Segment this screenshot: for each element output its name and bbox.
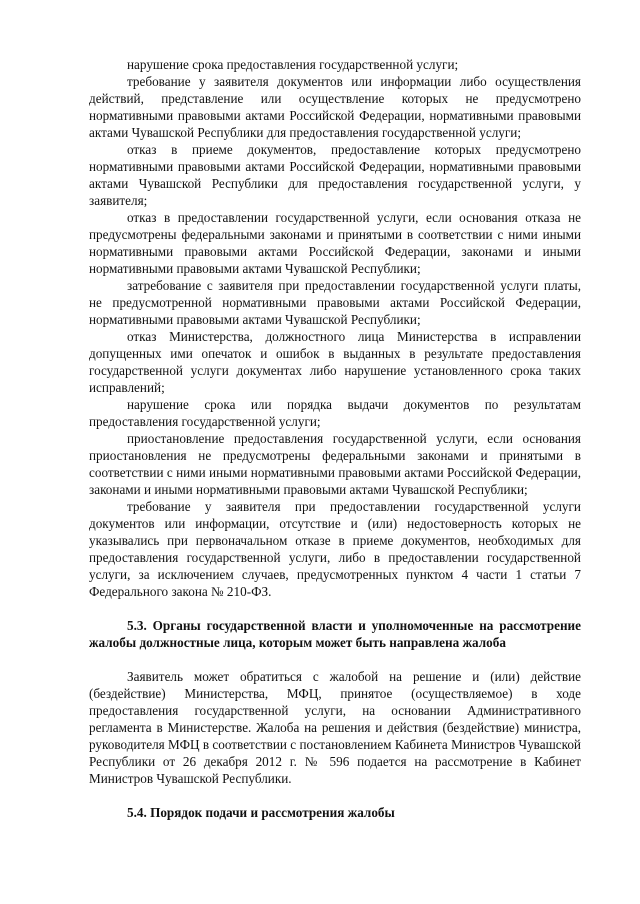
list-item: приостановление предоставления государственной услуги, если основания приостановления не предусмотрены федеральными законами и принятыми в соответствии с ними иными нормативными правовыми актами Российской Федерации, законами и иными нормативными правовыми актами Чувашской Республики;	[89, 431, 581, 497]
list-item: нарушение срока предоставления государственной услуги;	[127, 57, 459, 72]
list-item: требование у заявителя документов или информации либо осуществления действий, представление или осуществление которых не предусмотрено нормативными правовыми актами Российской Федерации, нормативными правовыми актами Чувашской Республики для предоставления государственной услуги;	[89, 74, 581, 140]
list-item: отказ в предоставлении государственной услуги, если основания отказа не предусмотрены федеральными законами и принятыми в соответствии с ними иными нормативными правовыми актами Российской Федерации, законами и иными нормативными правовыми актами Чувашской Республики;	[89, 210, 581, 276]
document-page	[89, 56, 581, 821]
section-5-3-body: Заявитель может обратиться с жалобой на решение и (или) действие (бездействие) Министерства, МФЦ, принятое (осуществляемое) в ходе предоставления государственной услуги, на основании Административного регламента в Министерстве. Жалоба на решения и действия (бездействие) министра, руководителя МФЦ в соответствии с постановлением Кабинета Министров Чувашской Республики от 26 декабря 2012 г. № 596 подается на рассмотрение в Кабинет Министров Чувашской Республики.	[89, 669, 581, 786]
list-item: нарушение срока или порядка выдачи документов по результатам предоставления государственной услуги;	[89, 397, 581, 429]
list-item: требование у заявителя при предоставлении государственной услуги документов или информации, отсутствие и (или) недостоверность которых не указывались при первоначальном отказе в приеме документов, необходимых для предоставления государственной услуги, либо в предоставлении государственной услуги, за исключением случаев, предусмотренных пунктом 4 части 1 статьи 7 Федерального закона № 210-ФЗ.	[89, 499, 581, 599]
list-item: затребование с заявителя при предоставлении государственной услуги платы, не предусмотренной нормативными правовыми актами Российской Федерации, нормативными правовыми актами Чувашской Республики;	[89, 278, 581, 327]
section-5-3-heading: 5.3. Органы государственной власти и уполномоченные на рассмотрение жалобы должностные лица, которым может быть направлена жалоба	[89, 618, 581, 650]
section-5-4-heading: 5.4. Порядок подачи и рассмотрения жалобы	[127, 805, 395, 820]
list-item: отказ Министерства, должностного лица Министерства в исправлении допущенных ими опечаток и ошибок в выданных в результате предоставления государственной услуги документах либо нарушение установленного срока таких исправлений;	[89, 329, 581, 395]
list-item: отказ в приеме документов, предоставление которых предусмотрено нормативными правовыми актами Российской Федерации, нормативными правовыми актами Чувашской Республики для предоставления государственной услуги, у заявителя;	[89, 142, 581, 208]
